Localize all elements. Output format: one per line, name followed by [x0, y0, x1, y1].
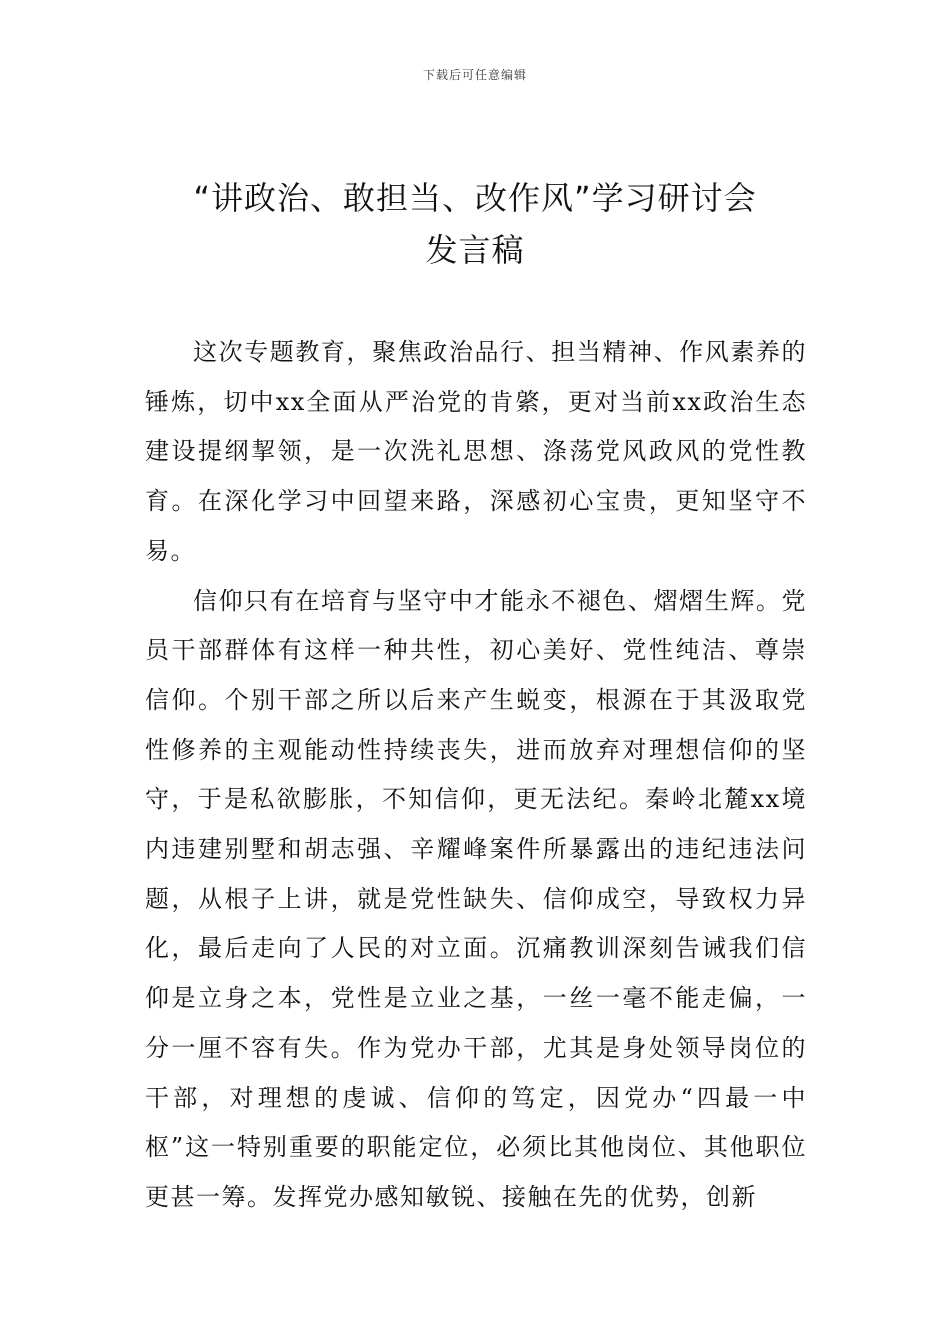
header-note: 下载后可任意编辑	[422, 68, 527, 82]
title-line-2: 发言稿	[425, 231, 525, 269]
paragraph-2: 信仰只有在培育与坚守中才能永不褪色、熠熠生辉。党员干部群体有这样一种共性，初心美好、党性纯洁、尊崇信仰。个别干部之所以后来产生蜕变，根源在于其汲取党性修养的主观能动性持续丧失，进而放弃对理想信仰的坚守，于是私欲膨胀，不知信仰，更无法纪。秦岭北麓xx境内违建别墅和胡志强、辛耀峰案件所暴露出的违纪违法问题，从根子上讲，就是党性缺失、信仰成空，导致权力异化，最后走向了人民的对立面。沉痛教训深刻告诫我们信仰是立身之本，党性是立业之基，一丝一毫不能走偏，一分一厘不容有失。作为党办干部，尤其是身处领导岗位的干部，对理想的虔诚、信仰的笃定，因党办“四最一中枢”这一特别重要的职能定位，必须比其他岗位、其他职位更甚一筹。发挥党办感知敏锐、接触在先的优势，创新	[145, 586, 807, 1211]
title-line-1: “讲政治、敢担当、改作风”学习研讨会	[193, 179, 757, 217]
document-title	[145, 172, 805, 276]
paragraph-1: 这次专题教育，聚焦政治品行、担当精神、作风素养的锤炼，切中xx全面从严治党的肯綮，更对当前xx政治生态建设提纲挈领，是一次洗礼思想、涤荡党风政风的党性教育。在深化学习中回望来路，深感初心宝贵，更知坚守不易。	[145, 338, 807, 565]
document-body	[145, 328, 807, 1223]
